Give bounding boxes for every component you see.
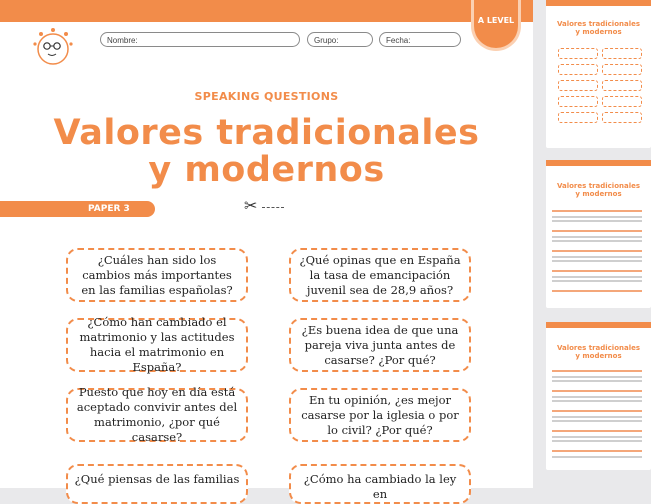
question-text: ¿Cómo han cambiado el matrimonio y las actitudes hacia el matrimonio en España? (79, 315, 235, 374)
date-field[interactable] (379, 32, 461, 47)
page-thumbnail-3[interactable] (546, 322, 651, 470)
thumbnail-card (558, 48, 598, 59)
paper-label: PAPER 3 (88, 204, 130, 214)
thumbnail-line (552, 210, 642, 212)
thumbnail-line (552, 416, 642, 418)
thumbnail-line (552, 436, 642, 438)
question-card (66, 315, 248, 374)
thumbnail-card (558, 64, 598, 75)
thumbnail-title-2: y modernos (575, 190, 622, 198)
question-text: Puesto que hoy en día está aceptado convivir antes del matrimonio, ¿por qué casarse? (76, 385, 238, 444)
group-field-label: Grupo: (314, 36, 339, 45)
elesencial-logo (26, 24, 80, 72)
thumbnail-line (552, 276, 642, 278)
group-field[interactable] (307, 32, 373, 47)
thumbnail-line (552, 450, 642, 452)
question-text: ¿Qué piensas de las familias (74, 472, 240, 486)
thumbnail-line (552, 396, 642, 398)
page-thumbnail-1[interactable] (546, 0, 651, 148)
thumbnail-line (552, 440, 642, 442)
kicker: SPEAKING QUESTIONS (194, 90, 339, 103)
question-card (289, 248, 471, 302)
thumbnail-line (552, 380, 642, 382)
thumbnail-title-1: Valores tradicionales (556, 344, 641, 352)
title-line-2: y modernos (148, 150, 385, 190)
thumbnail-line (552, 400, 642, 402)
question-card (289, 464, 471, 504)
thumbnail-line (552, 280, 642, 282)
date-field-label: Fecha: (386, 36, 411, 45)
thumbnail-line (552, 250, 642, 252)
thumbnail-card (602, 96, 642, 107)
thumbnail-line (552, 220, 642, 222)
thumbnail-line (552, 376, 642, 378)
thumbnail-line (552, 370, 642, 372)
thumbnail-banner (546, 160, 651, 166)
thumbnail-line (552, 216, 642, 218)
thumbnail-card (602, 64, 642, 75)
question-text: En tu opinión, ¿es mejor casarse por la iglesia o por lo civil? ¿Por qué? (301, 392, 459, 437)
question-card (289, 318, 471, 372)
name-field-label: Nombre: (107, 36, 138, 45)
thumbnail-card (602, 48, 642, 59)
level-tab (474, 0, 518, 48)
thumbnail-title-2: y modernos (575, 352, 622, 360)
thumbnail-title-1: Valores tradicionales (556, 20, 641, 28)
thumbnail-line (552, 236, 642, 238)
thumbnail-line (552, 240, 642, 242)
top-banner (0, 0, 533, 22)
question-text: ¿Cómo ha cambiado la ley en (303, 472, 457, 501)
thumbnail-banner (546, 0, 651, 6)
thumbnail-line (552, 256, 642, 258)
question-text: ¿Qué opinas que en España la tasa de emancipación juvenil sea de 28,9 años? (299, 252, 461, 297)
question-card (289, 388, 471, 442)
question-text: ¿Es buena idea de que una pareja viva junta antes de casarse? ¿Por qué? (301, 322, 459, 367)
thumbnail-line (552, 230, 642, 232)
thumbnail-card (558, 80, 598, 91)
question-card (66, 248, 248, 302)
thumbnail-line (552, 430, 642, 432)
question-text: ¿Cuáles han sido los cambios más importantes en las familias españolas? (81, 252, 233, 297)
thumbnail-card (558, 96, 598, 107)
thumbnail-title-1: Valores tradicionales (556, 182, 641, 190)
scissors-icon: ✂ (244, 196, 258, 215)
level-tab-label: A LEVEL (477, 16, 515, 25)
thumbnail-line (552, 260, 642, 262)
thumbnail-card (602, 80, 642, 91)
thumbnail-line (552, 420, 642, 422)
thumbnail-banner (546, 322, 651, 328)
paper-badge (0, 201, 155, 217)
thumbnail-line (552, 270, 642, 272)
thumbnail-line (552, 390, 642, 392)
question-card (66, 464, 248, 504)
page-thumbnail-2[interactable] (546, 160, 651, 308)
title-line-1: Valores tradicionales (53, 113, 480, 153)
thumbnail-card (602, 112, 642, 123)
thumbnail-card (558, 112, 598, 123)
cut-line (262, 207, 284, 208)
name-field[interactable] (100, 32, 300, 47)
question-card (66, 385, 248, 444)
thumbnail-line (552, 410, 642, 412)
thumbnail-line (552, 290, 642, 292)
thumbnail-title-2: y modernos (575, 28, 622, 36)
thumbnail-line (552, 456, 642, 458)
